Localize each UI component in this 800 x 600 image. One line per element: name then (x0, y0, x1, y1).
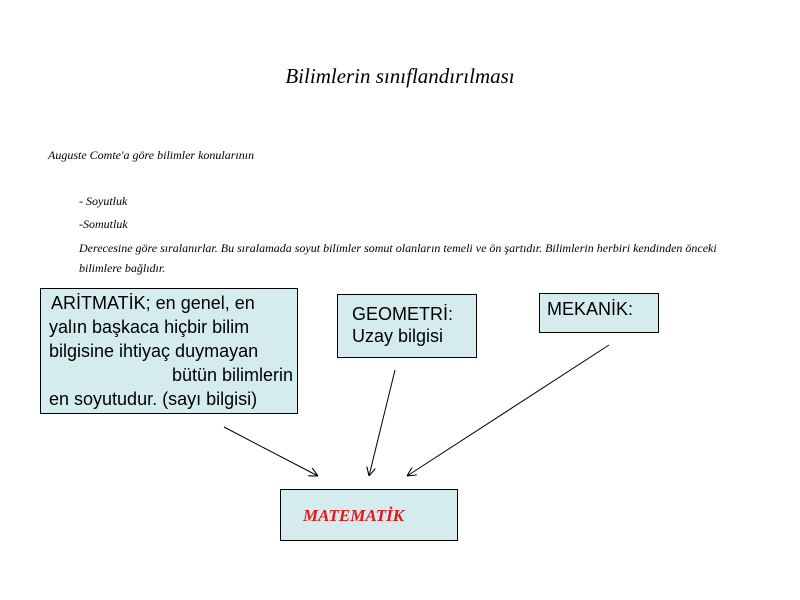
bullet-soyutluk: - Soyutluk (79, 194, 128, 208)
arrow-geometri-to-matematik (369, 370, 395, 476)
arrow-mekanik-to-matematik (407, 345, 609, 476)
aritmetik-line-2: yalın başkaca hiçbir bilim (49, 317, 250, 337)
bullet-somutluk: -Somutluk (79, 217, 128, 231)
arrow-aritmetik-to-matematik (224, 427, 318, 476)
mekanik-box: MEKANİK: (539, 293, 659, 333)
intro-text: Auguste Comte'a göre bilimler konularının (48, 148, 255, 162)
aritmetik-line-1: ARİTMATİK; en genel, en (51, 293, 255, 313)
aritmetik-line-5: en soyutudur. (sayı bilgisi) (49, 389, 258, 409)
description-text: Derecesine göre sıralanırlar. Bu sıralamada soyut bilimler somut olanların temeli ve ön şartıdır. Bilimlerin herbiri kendinden önceki bilimlere bağlıdır. (79, 241, 717, 275)
page-title: Bilimlerin sınıflandırılması (285, 64, 515, 88)
aritmetik-line-3: bilgisine ihtiyaç duymayan (49, 341, 259, 361)
geometri-subtitle: Uzay bilgisi (352, 326, 444, 346)
aritmetik-line-4: bütün bilimlerin (172, 365, 294, 385)
matematik-box: MATEMATİK (280, 489, 458, 541)
geometri-title: GEOMETRİ: (352, 304, 454, 324)
